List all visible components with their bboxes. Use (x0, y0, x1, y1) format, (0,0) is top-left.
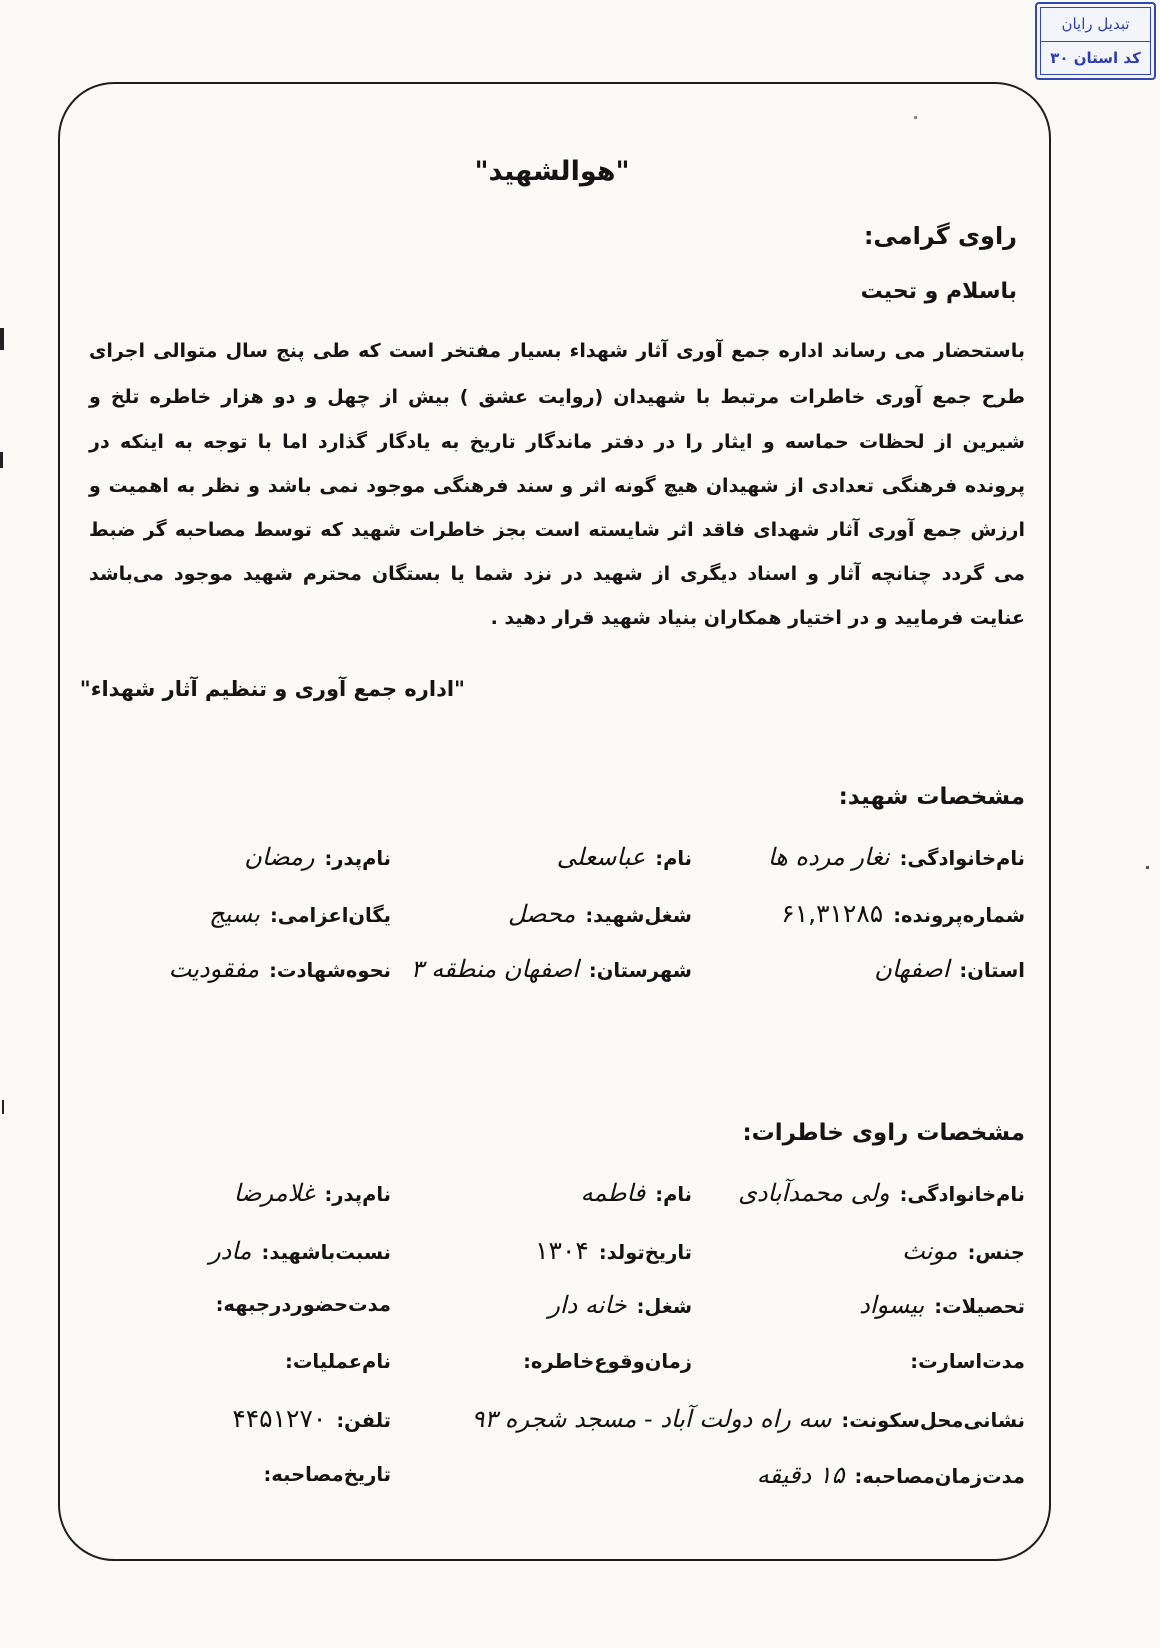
letter-line: ارزش جمع آوری آثار شهدای فاقد اثر شایسته است بجز خاطرات شهید که توسط مصاحبه گر ضبط (89, 519, 1025, 541)
handwritten-value: محصل (507, 900, 576, 928)
field-label: مدت‌اسارت: (910, 1350, 1025, 1373)
handwritten-value: رمضان (244, 843, 315, 871)
scan-speck (1146, 866, 1149, 869)
narrator-relation-field (209, 1233, 391, 1269)
martyr-section-heading: مشخصات شهید: (838, 784, 1025, 810)
handwritten-value: غلامرضا (233, 1179, 315, 1207)
handwritten-value: ولی محمدآبادی (738, 1179, 890, 1207)
martyr-dispatch-unit-field (209, 896, 391, 932)
field-label: شغل: (636, 1295, 692, 1318)
narrator-memory-time-field (523, 1344, 692, 1380)
handwritten-value: مفقودیت (168, 955, 260, 983)
letter-line: باستحضار می رساند اداره جمع آوری آثار شهداء بسیار مفتخر است که طی پنج سال متوالی اجرای (89, 340, 1025, 362)
scan-mark (2, 1100, 4, 1114)
handwritten-value: ۴۴۵۱۲۷۰ (232, 1404, 327, 1433)
handwritten-value: مادر (209, 1237, 252, 1265)
letter-line: شیرین از لحظات حماسه و ایثار را در دفتر ماندگار تاریخ به یادگار گذارد اما با توجه به اینکه در (89, 431, 1025, 453)
field-label: جنس: (967, 1241, 1025, 1264)
field-label: نام‌پدر: (324, 1183, 391, 1206)
field-label: تاریخ‌مصاحبه: (263, 1463, 391, 1486)
martyr-city-field (411, 951, 692, 987)
narrator-captivity-duration-field (910, 1344, 1025, 1380)
field-label: شماره‌پرونده: (893, 904, 1025, 927)
handwritten-value: عباسعلی (556, 843, 646, 871)
field-label: نام‌خانوادگی: (899, 1183, 1025, 1206)
narrator-interview-duration-field (757, 1457, 1025, 1493)
handwritten-value: خانه دار (548, 1291, 627, 1319)
martyr-occupation-field (508, 896, 692, 932)
salutation: راوی گرامی: (863, 222, 1017, 250)
handwritten-value: سه راه دولت آباد - مسجد شجره ۹۳ (471, 1405, 832, 1433)
field-label: نام: (655, 1183, 692, 1206)
narrator-occupation-field (548, 1287, 692, 1323)
narrator-front-duration-field (216, 1287, 391, 1323)
letter-signature: "اداره جمع آوری و تنظیم آثار شهداء" (79, 677, 465, 701)
martyr-father-name-field (244, 839, 391, 875)
field-label: نام‌پدر: (324, 847, 391, 870)
narrator-section-heading: مشخصات راوی خاطرات: (742, 1120, 1025, 1146)
field-label: زمان‌وقوع‌خاطره: (523, 1350, 692, 1373)
narrator-surname-field (738, 1175, 1025, 1211)
field-label: تاریخ‌تولد: (598, 1241, 692, 1264)
field-label: نام‌عملیات: (285, 1350, 391, 1373)
field-label: نسبت‌باشهید: (261, 1241, 391, 1264)
handwritten-value: اصفهان منطقه ۳ (410, 955, 579, 983)
martyr-province-field (874, 951, 1025, 987)
field-label: شغل‌شهید: (585, 904, 692, 927)
field-label: نام‌خانوادگی: (899, 847, 1025, 870)
field-label: یگان‌اعزامی: (269, 904, 391, 927)
handwritten-value: فاطمه (580, 1179, 646, 1207)
narrator-phone-field (232, 1401, 391, 1437)
field-label: مدت‌حضوردرجبهه: (215, 1293, 391, 1316)
field-label: استان: (959, 959, 1025, 982)
handwritten-value: ۱۵ دقیقه (756, 1461, 845, 1489)
field-label: نام: (655, 847, 692, 870)
greeting: باسلام و تحیت (860, 279, 1017, 304)
letter-line: طرح جمع آوری خاطرات مرتبط با شهیدان (روایت عشق ) بیش از چهل و دو هزار خاطره تلخ و (89, 386, 1025, 408)
stamp-line-1: تبدیل رایان (1061, 15, 1130, 34)
field-label: تلفن: (336, 1409, 391, 1432)
field-label: نحوه‌شهادت: (269, 959, 391, 982)
narrator-birth-date-field (535, 1233, 692, 1269)
narrator-father-name-field (234, 1175, 391, 1211)
martyr-surname-field (768, 839, 1025, 875)
narrator-education-field (859, 1287, 1025, 1323)
stamp-line-2: کد استان ۳۰ (1041, 41, 1150, 75)
handwritten-value: مونث (902, 1237, 958, 1265)
handwritten-value: اصفهان (874, 955, 950, 983)
martyr-file-number-field (781, 896, 1025, 932)
handwritten-value: نغار مرده ها (767, 843, 890, 871)
field-label: شهرستان: (588, 959, 692, 982)
letter-line: پرونده فرهنگی تعدادی از شهیدان هیچ گونه اثر و سند فرهنگی موجود نمی باشد و نظر به اهمیت و (89, 475, 1025, 497)
letter-line: عنایت فرمایید و در اختیار همکاران بنیاد شهید قرار دهید . (490, 607, 1025, 629)
document-title: "هوالشهید" (474, 156, 630, 187)
field-label: تحصیلات: (934, 1295, 1025, 1318)
narrator-gender-field (902, 1233, 1025, 1269)
field-label: مدت‌زمان‌مصاحبه: (854, 1465, 1025, 1488)
narrator-address-field (471, 1401, 1025, 1437)
handwritten-value: بیسواد (859, 1291, 925, 1319)
stamp (1035, 2, 1156, 80)
narrator-operation-name-field (285, 1344, 391, 1380)
handwritten-value: بسیج (209, 900, 260, 928)
scan-mark (0, 452, 3, 468)
scan-mark (0, 328, 4, 350)
stamp-inner (1040, 7, 1151, 75)
martyr-martyrdom-type-field (169, 951, 391, 987)
narrator-name-field (581, 1175, 692, 1211)
narrator-interview-date-field (264, 1457, 392, 1493)
letter-line: می گردد چنانچه آثار و اسناد دیگری از شهید در نزد شما یا بستگان محترم شهید موجود می‌باشد (89, 563, 1025, 585)
handwritten-value: ۱۳۰۴ (535, 1236, 589, 1265)
handwritten-value: ۶۱,۳۱۲۸۵ (781, 899, 884, 928)
field-label: نشانی‌محل‌سکونت: (841, 1409, 1025, 1432)
martyr-name-field (557, 839, 692, 875)
